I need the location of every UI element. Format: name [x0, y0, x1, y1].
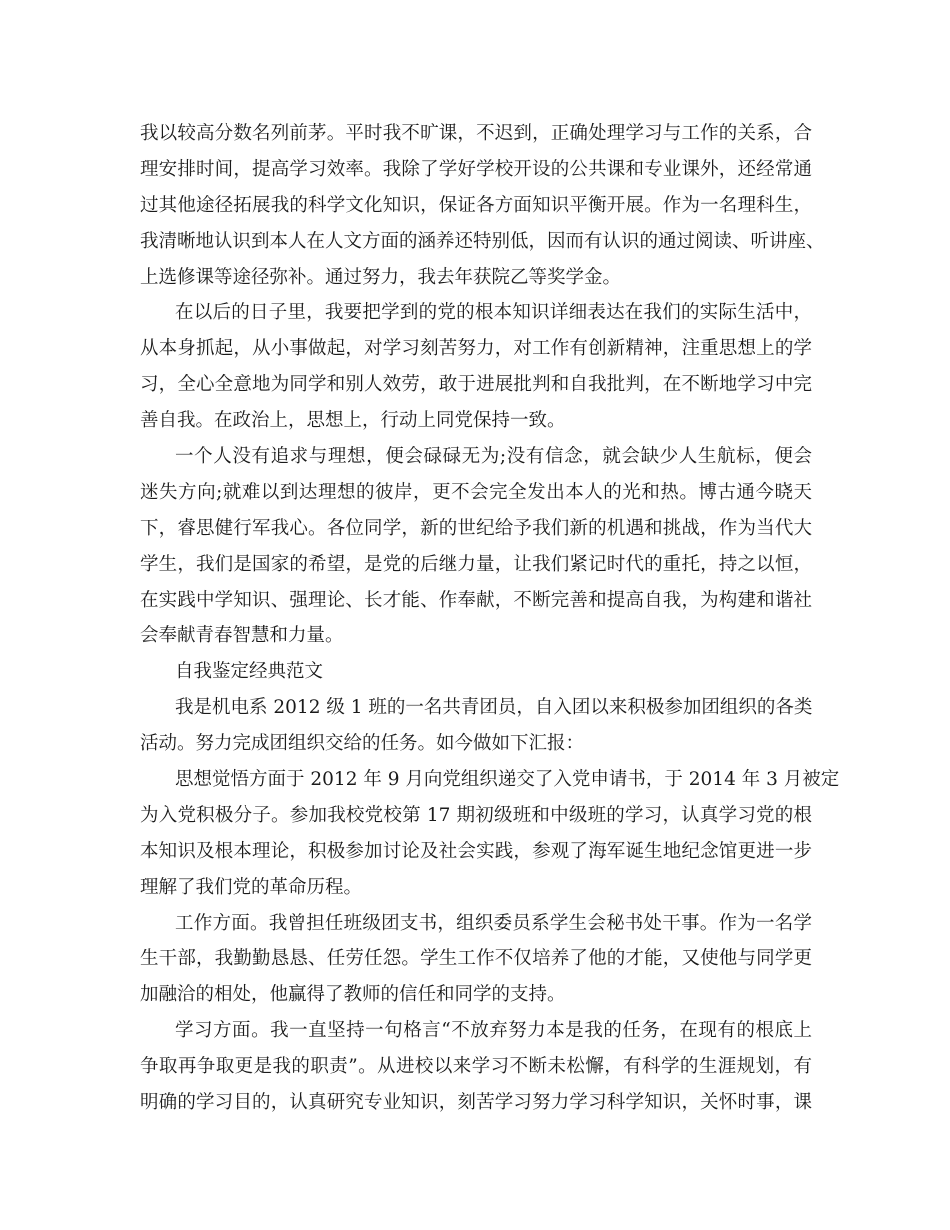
- text-line: 工作方面。我曾担任班级团支书，组织委员系学生会秘书处干事。作为一名学: [175, 912, 812, 934]
- text-line: 善自我。在政治上，思想上，行动上同党保持一致。: [140, 410, 566, 432]
- text-line: 我是机电系 2012 级 1 班的一名共青团员，自入团以来积极参加团组织的各类: [175, 697, 813, 719]
- text-line: 上选修课等途径弥补。通过努力，我去年获院乙等奖学金。: [140, 266, 622, 288]
- text-line: 思想觉悟方面于 2012 年 9 月向党组织递交了入党申请书，于 2014 年 3 月被定: [175, 769, 840, 791]
- text-line: 我清晰地认识到本人在人文方面的涵养还特别低，因而有认识的通过阅读、听讲座、: [140, 230, 825, 252]
- text-line: 明确的学习目的，认真研究专业知识，刻苦学习努力学习科学知识，关怀时事，课: [140, 1092, 812, 1114]
- document-body: [140, 116, 840, 1121]
- text-line: 理解了我们党的革命历程。: [140, 876, 363, 898]
- text-line: 学生，我们是国家的希望，是党的后继力量，让我们紧记时代的重托，持之以恒，: [140, 553, 812, 575]
- text-line: 活动。努力完成团组织交给的任务。如今做如下汇报：: [140, 733, 585, 755]
- text-line: 学习方面。我一直坚持一句格言“不放弃努力本是我的任务，在现有的根底上: [175, 1020, 812, 1042]
- text-line: 过其他途径拓展我的科学文化知识，保证各方面知识平衡开展。作为一名理科生，: [140, 194, 812, 216]
- text-line: 从本身抓起，从小事做起，对学习刻苦努力，对工作有创新精神，注重思想上的学: [140, 338, 812, 360]
- text-line: 生干部，我勤勤恳恳、任劳任怨。学生工作不仅培养了他的才能，又使他与同学更: [140, 948, 812, 970]
- text-line: 会奉献青春智慧和力量。: [140, 625, 344, 647]
- text-line: 在以后的日子里，我要把学到的党的根本知识详细表达在我们的实际生活中，: [175, 302, 812, 324]
- text-line: 争取再争取更是我的职责”。从进校以来学习不断未松懈，有科学的生涯规划，有: [140, 1056, 812, 1078]
- text-line: 自我鉴定经典范文: [175, 661, 324, 683]
- text-line: 我以较高分数名列前茅。平时我不旷课，不迟到，正确处理学习与工作的关系，合: [140, 123, 812, 144]
- text-line: 下，睿思健行军我心。各位同学，新的世纪给予我们新的机遇和挑战，作为当代大: [140, 517, 812, 539]
- text-line: 迷失方向;就难以到达理想的彼岸，更不会完全发出本人的光和热。博古通今晓天: [140, 481, 812, 503]
- text-line: 为入党积极分子。参加我校党校第 17 期初级班和中级班的学习，认真学习党的根: [140, 804, 812, 826]
- text-line: 在实践中学知识、强理论、长才能、作奉献，不断完善和提高自我，为构建和谐社: [140, 589, 812, 611]
- text-line: 理安排时间，提高学习效率。我除了学好学校开设的公共课和专业课外，还经常通: [140, 158, 812, 180]
- text-line: 加融洽的相处，他赢得了教师的信任和同学的支持。: [140, 984, 566, 1006]
- text-line: 本知识及根本理论，积极参加讨论及社会实践，参观了海军诞生地纪念馆更进一步: [140, 840, 812, 862]
- text-line: 一个人没有追求与理想，便会碌碌无为;没有信念，就会缺少人生航标，便会: [175, 446, 812, 468]
- text-line: 习，全心全意地为同学和别人效劳，敢于进展批判和自我批判，在不断地学习中完: [140, 374, 812, 396]
